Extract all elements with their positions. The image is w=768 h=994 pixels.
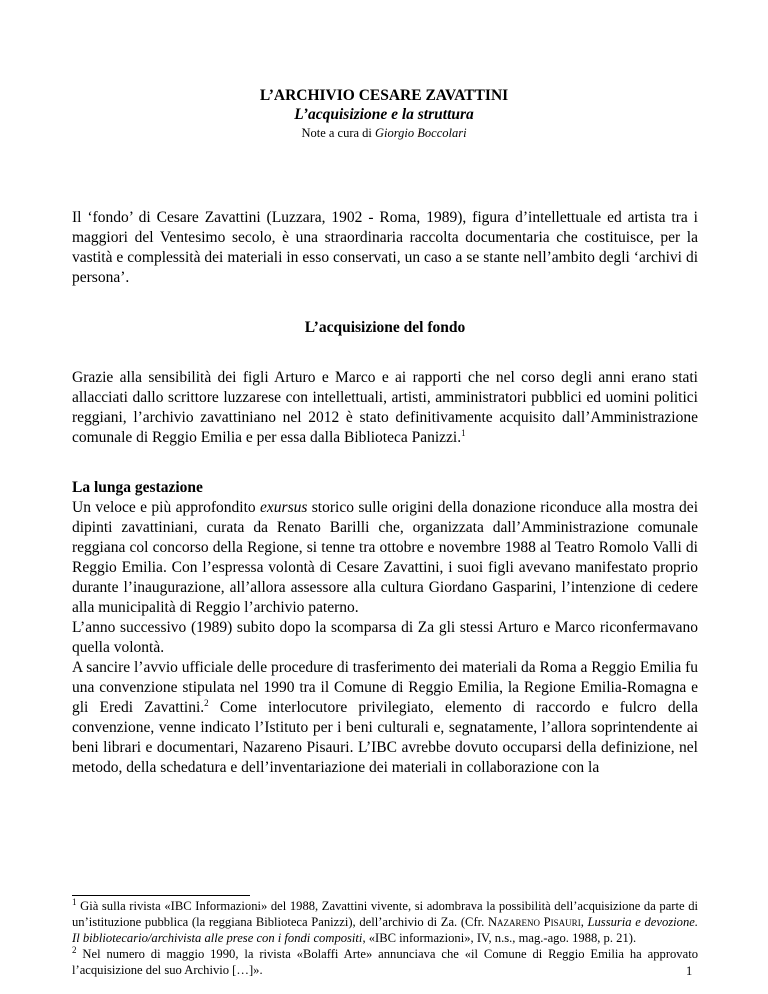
p1-text-b: storico sulle origini della donazione riconduce alla mostra dei dipinti zavattiniani, curata da Renato Barilli che, organizzata dall’Amministrazione comunale reggiana col concorso della Regione, si tenne tra ottobre e novembre 1988 al Teatro Romolo Valli di Reggio Emilia. Con l’espressa volontà di Cesare Zavattini, i suoi figli avevano manifestato proprio durante l’inaugurazione, all’allora assessore alla cultura Giordano Gasparini, l’intenzione di cedere alla municipalità di Reggio l’archivio paterno. — [72, 499, 698, 616]
curator-name: Giorgio Boccolari — [375, 126, 467, 140]
curator-prefix: Note a cura di — [301, 126, 376, 140]
intro-paragraph: Il ‘fondo’ di Cesare Zavattini (Luzzara, 1902 - Roma, 1989), figura d’intellettuale ed artista tra i maggiori del Ventesimo secolo, è una straordinaria raccolta documentaria che costituisce, per la vastità e complessità dei materiali in esso conservati, un caso a se stante nell’ambito degli ‘archivi di persona’. — [72, 209, 698, 286]
p1-text-a: Un veloce e più approfondito — [72, 499, 261, 516]
acquisition-text: Grazie alla sensibilità dei figli Arturo e Marco e ai rapporti che nel corso degli anni erano stati allacciati dallo scrittore luzzarese con intellettuali, artisti, amministratori pubblici ed uomini politici reggiani, l’archivio zavattiniano nel 2012 è stato definitivamente acquisito dall’Amministrazione comunale di Reggio Emilia e per essa dalla Biblioteca Panizzi. — [72, 369, 698, 446]
document-title: L’ARCHIVIO CESARE ZAVATTINI — [259, 87, 509, 104]
p1-italic: exursus — [260, 499, 308, 516]
section-heading: L’acquisizione del fondo — [304, 319, 466, 336]
p3-text-a: A sancire l’avvio ufficiale delle procedure di trasferimento dei materiali da Roma a Reggio Emilia fu una convenzione stipulata nel 1990 tra il Comune di Reggio Emilia, la Regione Emilia-Romagna e gli Eredi Zavattini. — [72, 659, 698, 716]
document-subtitle: L’acquisizione e la struttura — [294, 106, 474, 123]
footnote-ref-1[interactable]: 1 — [461, 428, 466, 438]
footnotes — [72, 898, 698, 978]
subsection-heading: La lunga gestazione — [72, 479, 203, 496]
footnote-1-text-a: Già sulla rivista «IBC Informazioni» del 1988, Zavattini vivente, si adombrava la possibilità dell’acquisizione da parte di un’istituzione pubblica (la reggiana Biblioteca Panizzi), dell’archivio di Za. (Cfr. — [72, 899, 698, 929]
footnote-divider — [72, 895, 250, 896]
footnote-1 — [72, 898, 698, 946]
gestation-section — [72, 498, 698, 778]
p3-text-b: Come interlocutore privilegiato, elemento di raccordo e fulcro della convenzione, venne indicato l’Istituto per i beni culturali e, segnatamente, l’allora soprintendente ai beni librari e documentari, Nazareno Pisauri. L’IBC avrebbe dovuto occuparsi della definizione, nel metodo, della schedatura e dell’inventariazione dei materiali in collaborazione con la — [72, 699, 698, 776]
acquisition-paragraph — [72, 368, 698, 448]
footnote-1-italic: Lussuria e devozione. Il bibliotecario/archivista alle prese con i fondi compositi — [72, 915, 698, 945]
footnote-1-author: Nazareno Pisauri — [487, 915, 581, 929]
footnote-2 — [72, 946, 698, 978]
gestation-paragraph-3 — [72, 658, 698, 778]
gestation-paragraph-1 — [72, 498, 698, 618]
page-number: 1 — [686, 964, 693, 978]
footnote-2-number: 2 — [72, 945, 77, 955]
footnote-2-text: Nel numero di maggio 1990, la rivista «Bolaffi Arte» annunciava che «il Comune di Reggio Emilia ha approvato l’acquisizione del suo Archivio […]». — [72, 947, 698, 977]
footnote-1-separator: , — [580, 915, 588, 929]
footnote-1-number: 1 — [72, 897, 77, 907]
footnote-1-text-b: , «IBC informazioni», IV, n.s., mag.-ago. 1988, p. 21). — [362, 931, 637, 945]
footnote-ref-2[interactable]: 2 — [204, 698, 209, 708]
document-header — [0, 86, 768, 142]
curator-line — [0, 124, 768, 142]
gestation-paragraph-2: L’anno successivo (1989) subito dopo la scomparsa di Za gli stessi Arturo e Marco riconfermavano quella volontà. — [72, 619, 698, 656]
